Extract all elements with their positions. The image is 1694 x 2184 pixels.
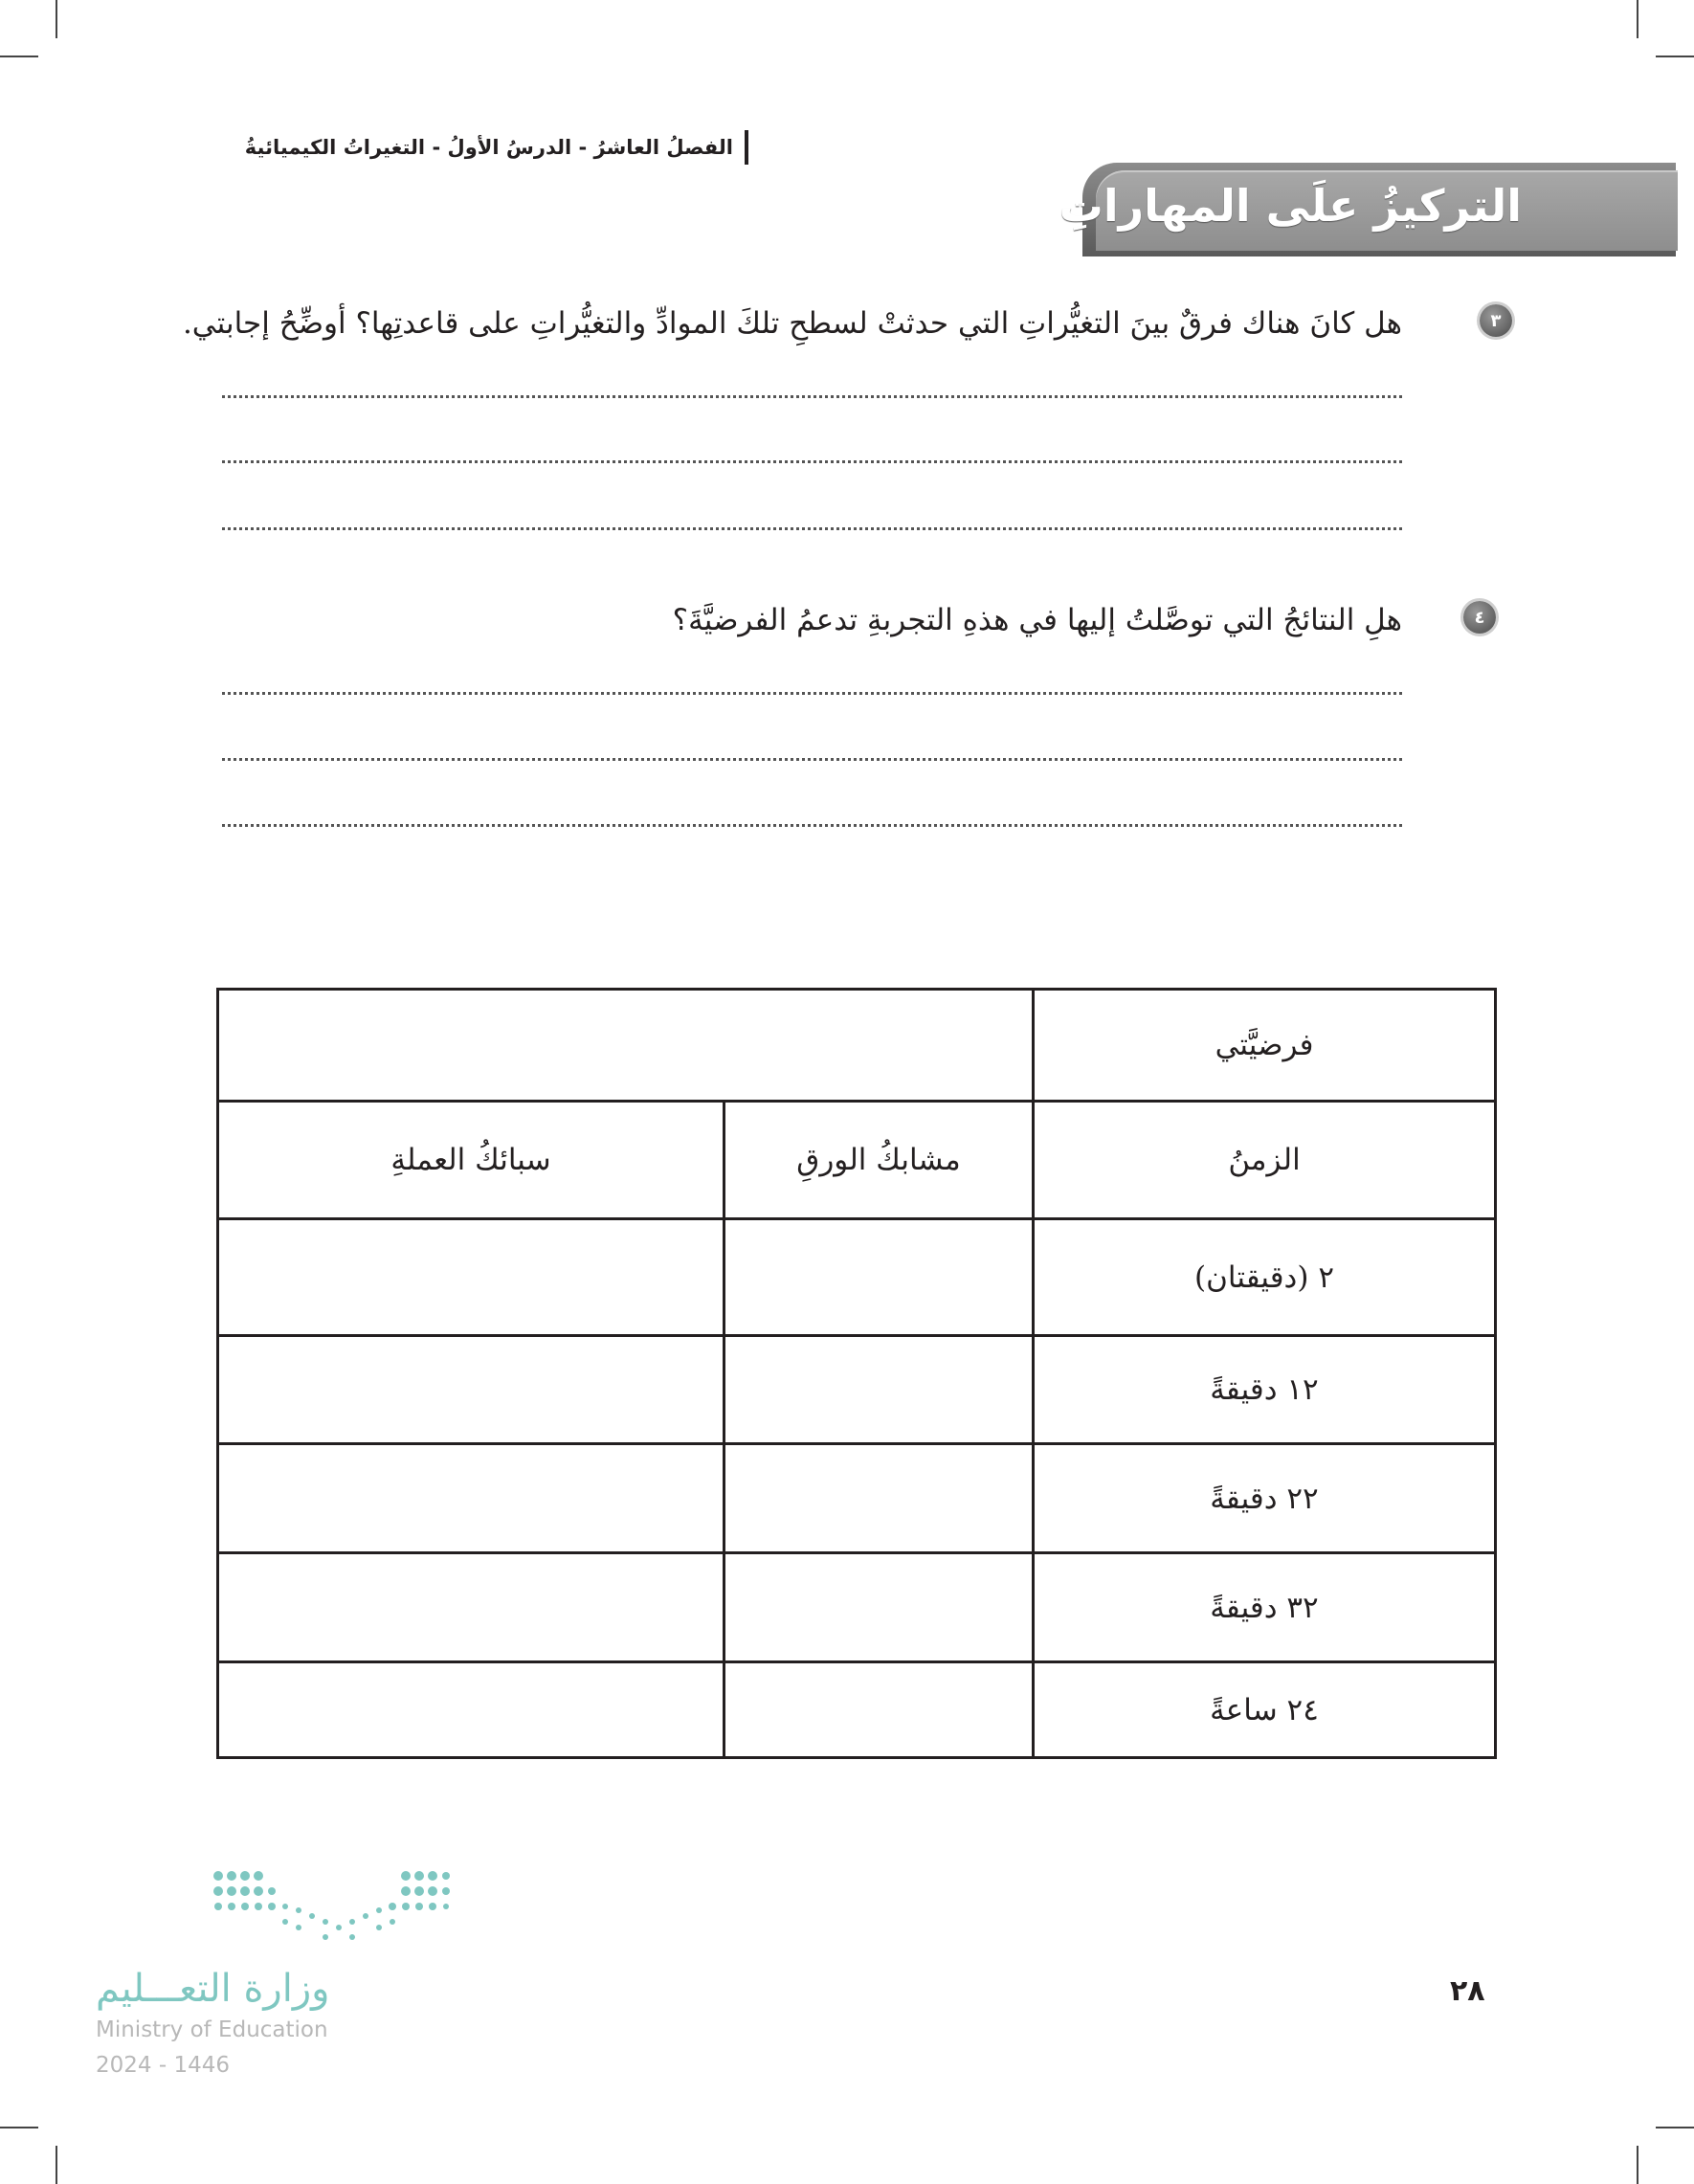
section-title: التركيزُ علَى المهاراتِ (1059, 180, 1522, 232)
answer-line[interactable] (222, 460, 1402, 463)
paper-clips-cell[interactable] (724, 1219, 1034, 1336)
hypothesis-input[interactable] (218, 990, 1034, 1102)
crop-mark (56, 0, 57, 38)
coin-alloys-cell[interactable] (218, 1553, 724, 1662)
crop-mark (1656, 2127, 1694, 2128)
question-number-badge: ٣ (1480, 304, 1512, 337)
question-text: هل كانَ هناك فرقٌ بينَ التغيُّراتِ التي حدثتْ لسطحِ تلكَ الموادِّ والتغيُّراتِ على قاعدتِها؟ أوضِّحُ إجابتي. (182, 306, 1402, 341)
answer-line[interactable] (222, 692, 1402, 695)
table-header-row (218, 1102, 1496, 1219)
crop-mark (56, 2146, 57, 2184)
question-text: هلِ النتائجُ التي توصَّلتُ إليها في هذهِ التجربةِ تدعمُ الفرضيَّةَ؟ (672, 603, 1402, 637)
table-row (218, 1553, 1496, 1662)
time-cell: ٣٢ دقيقةً (1034, 1553, 1496, 1662)
coin-alloys-cell[interactable] (218, 1336, 724, 1444)
answer-line[interactable] (222, 395, 1402, 398)
answer-line[interactable] (222, 527, 1402, 530)
table-row (218, 1219, 1496, 1336)
time-cell: ٢٤ ساعةً (1034, 1662, 1496, 1758)
paper-clips-cell[interactable] (724, 1662, 1034, 1758)
ministry-logo-icon (211, 1868, 450, 1945)
crop-mark (1656, 56, 1694, 57)
crop-mark (1637, 0, 1638, 38)
paper-clips-cell[interactable] (724, 1553, 1034, 1662)
breadcrumb (245, 130, 748, 165)
table-row (218, 1662, 1496, 1758)
table-row (218, 1444, 1496, 1553)
coin-alloys-cell[interactable] (218, 1219, 724, 1336)
crop-mark (1637, 2146, 1638, 2184)
time-cell: ٢٢ دقيقةً (1034, 1444, 1496, 1553)
answer-line[interactable] (222, 824, 1402, 827)
time-cell: ٢ (دقيقتان) (1034, 1219, 1496, 1336)
crop-mark (0, 2127, 38, 2128)
coin-alloys-cell[interactable] (218, 1444, 724, 1553)
answer-line[interactable] (222, 758, 1402, 761)
column-header-coin-alloys: سبائكُ العملةِ (218, 1102, 724, 1219)
crop-mark (0, 56, 38, 57)
ministry-name-english: Ministry of Education (96, 2017, 328, 2042)
column-header-paper-clips: مشابكُ الورقِ (724, 1102, 1034, 1219)
breadcrumb-divider (745, 130, 748, 165)
page-number: ٢٨ (1450, 1974, 1485, 2008)
breadcrumb-text: الفصلُ العاشرُ - الدرسُ الأولُ - التغيراتُ الكيميائيةُ (244, 136, 733, 159)
results-table (216, 988, 1497, 1759)
time-cell: ١٢ دقيقةً (1034, 1336, 1496, 1444)
paper-clips-cell[interactable] (724, 1444, 1034, 1553)
table-row (218, 990, 1496, 1102)
coin-alloys-cell[interactable] (218, 1662, 724, 1758)
question-number-badge: ٤ (1463, 601, 1496, 634)
edition-year: 2024 - 1446 (96, 2053, 230, 2078)
hypothesis-label: فرضيَّتي (1034, 990, 1496, 1102)
paper-clips-cell[interactable] (724, 1336, 1034, 1444)
column-header-time: الزمنُ (1034, 1102, 1496, 1219)
table-row (218, 1336, 1496, 1444)
ministry-name-arabic: وزارة التعـــليم (96, 1967, 330, 2011)
